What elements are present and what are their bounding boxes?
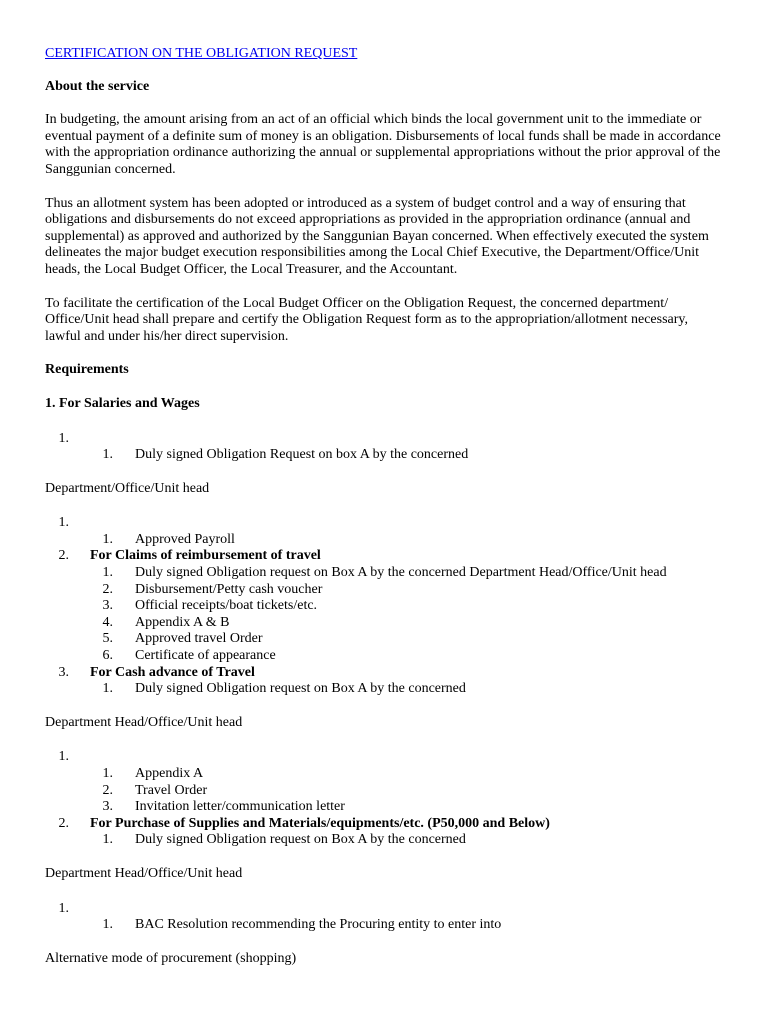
- list-item: 6. Certificate of appearance: [102, 648, 276, 664]
- alt-mode-label: Alternative mode of procurement (shopping): [45, 950, 297, 966]
- paragraph-facilitate: To facilitate the certification of the Local Budget Officer on the Obligation Request, the concerned department/ Office/Unit head shall prepare and certify the Obligation Request form as to the appropriation/allotment necessary, lawful and under his/her direct supervision.: [45, 295, 689, 344]
- salaries-heading: 1. For Salaries and Wages: [45, 395, 200, 411]
- paragraph-allotment-system: Thus an allotment system has been adopted or introduced as a system of budget control and a way of ensuring that obligations and disbursements do not exceed appropriations as provided in the appropriation ordinance (annual and supplemental) as approved and authorized by the Sanggunian Bayan concerned. When effectively executed the system delineates the major budget execution responsibilities among the Local Chief Executive, the Department/Office/Unit heads, the Local Budget Officer, the Local Treasurer, and the Accountant.: [45, 195, 709, 277]
- list-block-1: [45, 431, 725, 464]
- list-item: 5. Approved travel Order: [102, 631, 263, 647]
- list-block-3: [45, 749, 725, 849]
- list-item: 1. Appendix A: [102, 766, 204, 781]
- list-item: 2. Disbursement/Petty cash voucher: [102, 581, 323, 597]
- list-item: 2. Travel Order: [102, 782, 208, 798]
- list-heading-purchase: 2. For Purchase of Supplies and Materials/equipments/etc. (P50,000 and Below): [58, 815, 550, 831]
- list-item: 1. Approved Payroll: [102, 531, 235, 547]
- list-block-2: [45, 515, 725, 698]
- list-item: 1.: [58, 515, 69, 531]
- paragraph-budgeting: In budgeting, the amount arising from an act of an official which binds the local government unit to the immediate or eventual payment of a definite sum of money is an obligation. Disbursements of local funds shall be made in accordance with the appropriation ordinance authorizing the annual or supplemental appropriations without the prior approval of the Sanggunian concerned.: [45, 112, 721, 177]
- list-item: 1. BAC Resolution recommending the Procuring entity to enter into: [102, 917, 502, 933]
- list-item: 1. Duly signed Obligation request on Box A by the concerned: [102, 832, 466, 848]
- list-item: 3. Official receipts/boat tickets/etc.: [102, 598, 318, 614]
- list-item: 1.: [58, 430, 69, 446]
- list-item: 1. Duly signed Obligation request on Box A by the concerned Department Head/Office/Unit head: [102, 565, 667, 581]
- dept-label-1: Department/Office/Unit head: [45, 480, 210, 496]
- dept-label-2: Department Head/Office/Unit head: [45, 714, 243, 730]
- list-item: 1. Duly signed Obligation Request on box A by the concerned: [102, 447, 469, 463]
- list-item: 1. Duly signed Obligation request on Box A by the concerned: [102, 681, 466, 697]
- dept-label-3: Department Head/Office/Unit head: [45, 865, 243, 881]
- list-item: 1.: [58, 749, 69, 765]
- list-item: 4. Appendix A & B: [102, 614, 230, 630]
- requirements-heading: Requirements: [45, 362, 129, 378]
- about-heading: About the service: [45, 78, 150, 94]
- list-item: 1.: [58, 900, 69, 916]
- list-heading-travel-reimbursement: 2. For Claims of reimbursement of travel: [58, 548, 321, 564]
- title-link[interactable]: CERTIFICATION ON THE OBLIGATION REQUEST: [45, 46, 358, 61]
- list-block-4: [45, 901, 725, 934]
- list-heading-cash-advance: 3. For Cash advance of Travel: [58, 664, 255, 680]
- list-item: 3. Invitation letter/communication letter: [102, 799, 345, 815]
